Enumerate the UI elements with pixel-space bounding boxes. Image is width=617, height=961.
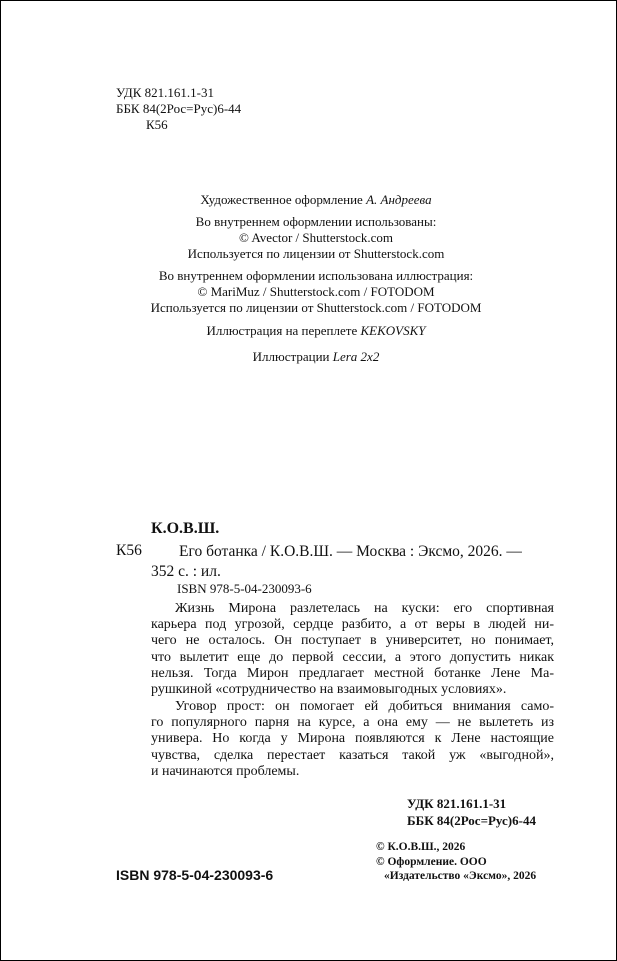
copyright-author: © К.О.В.Ш., 2026: [376, 841, 466, 853]
catalog-description: [151, 542, 554, 582]
footer-isbn: ISBN 978-5-04-230093-6: [116, 867, 274, 883]
annotation-paragraph-1: [151, 601, 554, 698]
annotation-paragraph-2: [151, 699, 554, 780]
catalog-isbn: ISBN 978-5-04-230093-6: [177, 581, 312, 596]
credit-inner-used: [101, 214, 531, 262]
annotation-line: го популярного парня на курсе, а она ему — не вылететь из: [151, 715, 554, 731]
footer-bbk: ББК 84(2Рос=Рус)6-44: [407, 813, 536, 828]
annotation-line: Жизнь Мирона разлетелась на куски: его спортивная: [175, 601, 554, 616]
annotation-line: Уговор прост: он помогает ей добиться внимания само-: [175, 699, 554, 714]
description-line-1: Его ботанка / К.О.В.Ш. — Москва : Эксмо, 2026. —: [179, 543, 522, 560]
cover-ill-label: Иллюстрация на переплете: [206, 323, 358, 338]
inner-used-license: Используется по лицензии от Shutterstock.com: [187, 246, 445, 261]
design-label: Художественное оформление: [200, 192, 363, 207]
annotation-line: и начинаются проблемы.: [151, 763, 300, 779]
copyright-publisher: «Издательство «Эксмо», 2026: [384, 870, 537, 882]
credit-design: [101, 192, 531, 208]
annotation-line: нельзя. Тогда Мирон предлагает местной ботанке Лене Ма-: [151, 665, 554, 681]
annotation-line: что вылетит еще до первой сессии, а этого допустить никак: [151, 649, 554, 665]
classification-codes: [116, 85, 241, 133]
author-mark: К56: [146, 117, 168, 132]
annotation-line: рушкиной «сотрудничество на взаимовыгодных условиях».: [151, 682, 507, 698]
copyright-design: © Оформление. ООО: [376, 855, 487, 868]
credit-cover-illustration: [101, 323, 531, 339]
copyright-block: [376, 840, 536, 884]
bbk-code: ББК 84(2Рос=Рус)6-44: [116, 101, 242, 116]
annotation-line: карьера под угрозой, сердце разбито, а от веры в людей ни-: [151, 617, 554, 633]
design-name: А. Андреева: [366, 192, 432, 207]
catalog-author: К.О.В.Ш.: [151, 520, 220, 537]
cover-ill-name: KEKOVSKY: [360, 323, 426, 338]
footer-classification-codes: [407, 795, 536, 829]
inner-used-label: Во внутреннем оформлении использованы:: [195, 214, 437, 229]
credit-inner-illustration: [101, 268, 531, 316]
ill-label: Иллюстрации: [252, 349, 330, 364]
annotation-line: чего не осталось. Он поступает в университет, но понимает,: [151, 633, 554, 649]
annotation-line: универа. Но когда у Мирона появляются к Лене настоящие: [151, 731, 554, 747]
catalog-call-number: К56: [116, 542, 142, 559]
inner-ill-license: Используется по лицензии от Shutterstock.com / FOTODOM: [150, 300, 482, 315]
description-line-2: 352 с. : ил.: [151, 563, 221, 580]
credit-illustrations: [101, 349, 531, 365]
inner-ill-label: Во внутреннем оформлении использована иллюстрация:: [158, 268, 474, 283]
ill-name: Lera 2x2: [332, 349, 380, 364]
footer-udk: УДК 821.161.1-31: [407, 796, 507, 811]
udk-code: УДК 821.161.1-31: [116, 85, 215, 100]
inner-used-source: © Avector / Shutterstock.com: [238, 230, 394, 245]
inner-ill-source: © MariMuz / Shutterstock.com / FOTODOM: [197, 284, 435, 299]
annotation-line: чувства, сделка перестает казаться такой уж «выгодной»,: [151, 747, 554, 763]
